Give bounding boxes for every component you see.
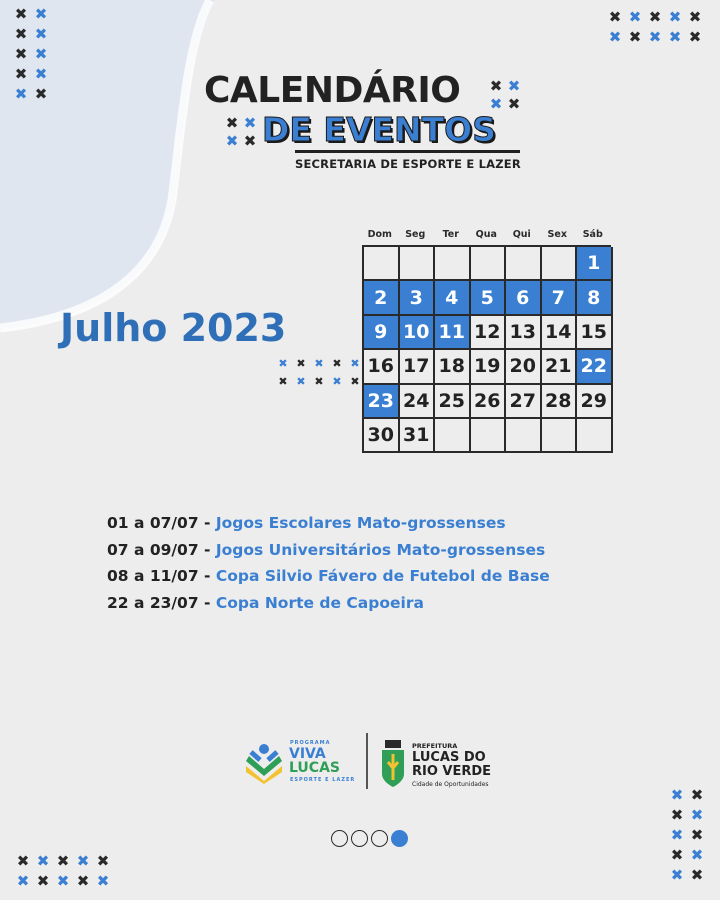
x-mark-icon: ✖ — [56, 852, 70, 870]
weekday-label: Sáb — [582, 229, 603, 240]
calendar-day: 8 — [577, 281, 613, 315]
logo-separator — [366, 733, 368, 789]
logo-prefeitura — [380, 740, 510, 794]
x-mark-icon: ✖ — [36, 872, 50, 890]
calendar-empty-cell — [435, 247, 471, 281]
x-mark-icon: ✖ — [668, 8, 682, 26]
calendar-day: 15 — [577, 316, 613, 350]
x-mark-icon: ✖ — [14, 85, 28, 103]
x-mark-icon: ✖ — [14, 65, 28, 83]
calendar-day: 9 — [364, 316, 400, 350]
x-mark-icon: ✖ — [76, 872, 90, 890]
x-mark-icon: ✖ — [507, 77, 521, 95]
calendar-empty-cell — [471, 247, 507, 281]
event-dates: 01 a 07/07 - — [107, 514, 216, 532]
weekday-label: Dom — [367, 229, 392, 240]
city-crest-icon — [380, 740, 406, 788]
x-mark-icon: ✖ — [34, 25, 48, 43]
event-item — [107, 590, 550, 617]
calendar-day: 19 — [471, 350, 507, 384]
weekday-label: Qua — [475, 229, 497, 240]
logo-right-prefeitura: PREFEITURA — [412, 742, 458, 750]
x-mark-icon: ✖ — [14, 25, 28, 43]
calendar-day: 16 — [364, 350, 400, 384]
subtitle: SECRETARIA DE ESPORTE E LAZER — [295, 157, 521, 171]
calendar-day: 29 — [577, 385, 613, 419]
logo-right-line2: RIO VERDE — [412, 764, 492, 779]
calendar-grid — [362, 245, 611, 453]
pager-dot[interactable] — [331, 830, 348, 847]
logo-right-line1: LUCAS DO — [412, 750, 486, 765]
event-item — [107, 510, 550, 537]
calendar-day: 13 — [506, 316, 542, 350]
calendar-empty-cell — [364, 247, 400, 281]
calendar-day: 11 — [435, 316, 471, 350]
x-mark-icon: ✖ — [296, 375, 306, 388]
logo-left-program: PROGRAMA — [290, 740, 331, 746]
viva-lucas-emblem-icon — [243, 742, 285, 784]
x-mark-icon: ✖ — [628, 8, 642, 26]
calendar-day: 12 — [471, 316, 507, 350]
calendar-day: 25 — [435, 385, 471, 419]
calendar-day: 18 — [435, 350, 471, 384]
x-mark-icon: ✖ — [296, 357, 306, 370]
x-mark-icon: ✖ — [36, 852, 50, 870]
calendar-day: 24 — [400, 385, 436, 419]
x-mark-icon: ✖ — [225, 114, 239, 132]
calendar-empty-cell — [506, 419, 542, 453]
weekday-header — [362, 229, 611, 245]
x-mark-icon: ✖ — [608, 28, 622, 46]
x-mark-icon: ✖ — [16, 872, 30, 890]
weekday-label: Qui — [512, 229, 531, 240]
weekday-label: Ter — [442, 229, 459, 240]
calendar-day: 6 — [506, 281, 542, 315]
x-mark-icon: ✖ — [314, 357, 324, 370]
calendar-day: 5 — [471, 281, 507, 315]
calendar-day: 26 — [471, 385, 507, 419]
calendar-day: 27 — [506, 385, 542, 419]
x-mark-icon: ✖ — [332, 375, 342, 388]
x-mark-icon: ✖ — [608, 8, 622, 26]
x-mark-icon: ✖ — [96, 852, 110, 870]
x-mark-icon: ✖ — [648, 28, 662, 46]
x-mark-icon: ✖ — [350, 375, 360, 388]
event-item — [107, 563, 550, 590]
calendar-day: 30 — [364, 419, 400, 453]
x-mark-icon: ✖ — [648, 8, 662, 26]
x-mark-icon: ✖ — [690, 846, 704, 864]
x-mark-icon: ✖ — [332, 357, 342, 370]
x-mark-icon: ✖ — [690, 866, 704, 884]
calendar-day: 17 — [400, 350, 436, 384]
decorative-x-pattern — [606, 8, 704, 46]
x-mark-icon: ✖ — [34, 45, 48, 63]
x-mark-icon: ✖ — [668, 28, 682, 46]
event-name: Jogos Escolares Mato-grossenses — [215, 514, 506, 532]
x-mark-icon: ✖ — [690, 806, 704, 824]
month-title: Julho 2023 — [60, 306, 287, 350]
x-mark-icon: ✖ — [670, 806, 684, 824]
x-mark-icon: ✖ — [670, 846, 684, 864]
decorative-x-pattern — [668, 786, 706, 884]
event-name: Copa Norte de Capoeira — [215, 593, 424, 612]
decorative-x-pattern — [12, 5, 50, 103]
event-dates: 22 a 23/07 - — [107, 593, 216, 612]
logo-left-tagline: ESPORTE E LAZER — [290, 777, 356, 783]
calendar-day: 7 — [542, 281, 578, 315]
x-mark-icon: ✖ — [670, 826, 684, 844]
x-mark-icon: ✖ — [690, 786, 704, 804]
x-mark-icon: ✖ — [278, 357, 288, 370]
x-mark-icon: ✖ — [243, 132, 257, 150]
calendar-day: 23 — [364, 385, 400, 419]
event-name: Jogos Universitários Mato-grossenses — [215, 540, 546, 559]
event-dates: 07 a 09/07 - — [107, 540, 216, 559]
logo-left-line2: LUCAS — [289, 760, 340, 776]
x-mark-icon: ✖ — [34, 65, 48, 83]
x-mark-icon: ✖ — [278, 375, 288, 388]
title-underline — [295, 150, 520, 153]
decorative-x-pattern — [14, 852, 112, 890]
x-mark-icon: ✖ — [14, 45, 28, 63]
x-mark-icon: ✖ — [314, 375, 324, 388]
x-mark-icon: ✖ — [34, 85, 48, 103]
title-calendario: CALENDÁRIO — [204, 70, 461, 111]
calendar-empty-cell — [435, 419, 471, 453]
decorative-x-pattern — [487, 77, 523, 113]
calendar-day: 1 — [577, 247, 613, 281]
x-mark-icon: ✖ — [670, 866, 684, 884]
x-mark-icon: ✖ — [243, 114, 257, 132]
calendar-day: 22 — [577, 350, 613, 384]
x-mark-icon: ✖ — [688, 28, 702, 46]
pager-dot-active[interactable] — [391, 830, 408, 847]
decorative-x-pattern — [223, 114, 259, 150]
calendar-empty-cell — [506, 247, 542, 281]
x-mark-icon: ✖ — [16, 852, 30, 870]
x-mark-icon: ✖ — [690, 826, 704, 844]
calendar-day: 4 — [435, 281, 471, 315]
x-mark-icon: ✖ — [76, 852, 90, 870]
x-mark-icon: ✖ — [489, 95, 503, 113]
logo-viva-lucas — [243, 740, 373, 790]
pager-dot[interactable] — [371, 830, 388, 847]
x-mark-icon: ✖ — [56, 872, 70, 890]
calendar-empty-cell — [542, 247, 578, 281]
logo-right-tagline: Cidade de Oportunidades — [412, 781, 489, 788]
decorative-x-pattern — [274, 358, 364, 394]
calendar-empty-cell — [471, 419, 507, 453]
weekday-label: Sex — [547, 229, 567, 240]
calendar-day: 10 — [400, 316, 436, 350]
calendar-empty-cell — [400, 247, 436, 281]
calendar-day: 20 — [506, 350, 542, 384]
calendar-day: 31 — [400, 419, 436, 453]
x-mark-icon: ✖ — [350, 357, 360, 370]
calendar-day: 14 — [542, 316, 578, 350]
x-mark-icon: ✖ — [225, 132, 239, 150]
calendar-empty-cell — [542, 419, 578, 453]
events-list — [107, 510, 550, 616]
calendar-empty-cell — [577, 419, 613, 453]
calendar-day: 28 — [542, 385, 578, 419]
calendar-day: 21 — [542, 350, 578, 384]
calendar-day: 2 — [364, 281, 400, 315]
x-mark-icon: ✖ — [507, 95, 521, 113]
event-name: Copa Silvio Fávero de Futebol de Base — [215, 567, 550, 585]
x-mark-icon: ✖ — [489, 77, 503, 95]
calendar-day: 3 — [400, 281, 436, 315]
event-dates: 08 a 11/07 - — [107, 567, 216, 585]
calendar — [362, 229, 611, 453]
x-mark-icon: ✖ — [670, 786, 684, 804]
x-mark-icon: ✖ — [96, 872, 110, 890]
pager-dot[interactable] — [351, 830, 368, 847]
x-mark-icon: ✖ — [14, 5, 28, 23]
title-de-eventos: DE EVENTOS — [262, 110, 496, 149]
carousel-pager — [331, 830, 408, 847]
x-mark-icon: ✖ — [628, 28, 642, 46]
event-item — [107, 537, 550, 564]
weekday-label: Seg — [405, 229, 426, 240]
x-mark-icon: ✖ — [688, 8, 702, 26]
logo-left-line1: VIVA — [289, 746, 326, 762]
x-mark-icon: ✖ — [34, 5, 48, 23]
